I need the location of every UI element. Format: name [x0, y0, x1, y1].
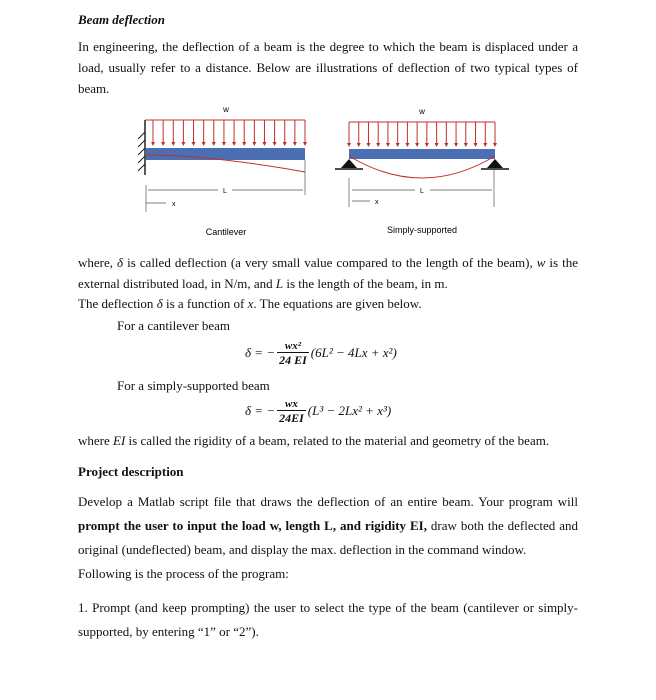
arrowhead — [366, 143, 370, 147]
distributed-load-arrows — [151, 120, 307, 146]
arrowhead — [242, 142, 246, 146]
arrowhead — [357, 143, 361, 147]
pin-support — [341, 159, 357, 168]
arrowhead — [303, 142, 307, 146]
arrowhead — [212, 142, 216, 146]
arrowhead — [386, 143, 390, 147]
caption-simply-supported: Simply-supported — [386, 225, 458, 235]
arrowhead — [232, 142, 236, 146]
cantilever-equation: δ = − $\frac{\text{wx²}}{24 EI}$ (6L² − 4Lx + x²) — [245, 340, 397, 367]
x-label: x — [172, 201, 176, 208]
arrowhead — [192, 142, 196, 146]
arrowhead — [181, 142, 185, 146]
arrowhead — [483, 143, 487, 147]
x-label: x — [375, 199, 379, 206]
arrowhead — [151, 142, 155, 146]
arrowhead — [464, 143, 468, 147]
arrowhead — [161, 142, 165, 146]
arrowhead — [222, 142, 226, 146]
arrowhead — [283, 142, 287, 146]
arrowhead — [293, 142, 297, 146]
arrowhead — [425, 143, 429, 147]
pin-support — [487, 159, 503, 168]
beam-deflection-figure — [130, 100, 510, 245]
arrowhead — [262, 142, 266, 146]
step-1: 1. Prompt (and keep prompting) the user to select the type of the beam (cantilever or simply-supported, by entering “1” or “2”). — [78, 600, 578, 639]
length-label: L — [420, 188, 424, 195]
intro-paragraph: In engineering, the deflection of a beam is the degree to which the beam is displaced under a load, usually refer to a distance. Below are illustrations of deflection of two typical types of beam. — [78, 39, 578, 96]
definition-paragraph: where, δ is called deflection (a very small value compared to the length of the beam), w is the external distributed load, in N/m, and L is the length of the beam, in m. — [78, 255, 578, 291]
arrowhead — [396, 143, 400, 147]
cantilever-label: For a cantilever beam — [117, 318, 230, 333]
simply-supported-equation: δ = − $\frac{wx}{24EI}$ (L³ − 2Lx² + x³) — [245, 398, 392, 425]
process-heading: Following is the process of the program: — [78, 566, 289, 581]
arrowhead — [435, 143, 439, 147]
project-heading: Project description — [78, 464, 184, 479]
simply-supported-label: For a simply-supported beam — [117, 378, 270, 393]
length-label: L — [223, 188, 227, 195]
cantilever-diagram — [138, 105, 307, 237]
arrowhead — [347, 143, 351, 147]
arrowhead — [415, 143, 419, 147]
load-label: w — [223, 105, 229, 114]
arrowhead — [171, 142, 175, 146]
wall-hatch — [138, 132, 145, 171]
arrowhead — [405, 143, 409, 147]
arrowhead — [474, 143, 478, 147]
rigidity-note: where EI is called the rigidity of a beam, related to the material and geometry of the beam. — [78, 433, 550, 448]
section-title: Beam deflection — [78, 12, 166, 27]
deflection-curve — [349, 156, 495, 178]
arrowhead — [493, 143, 497, 147]
arrowhead — [273, 142, 277, 146]
arrowhead — [202, 142, 206, 146]
arrowhead — [376, 143, 380, 147]
distributed-load-arrows — [347, 122, 497, 147]
project-paragraph: Develop a Matlab script file that draws the deflection of an entire beam. Your program will prompt the user to input the load w, length L, and rigidity EI, draw both the deflected and original (undeflected) beam, and display the max. deflection in the command window. — [78, 494, 578, 557]
caption-cantilever: Cantilever — [205, 227, 247, 237]
function-note: The deflection δ is a function of x. The equations are given below. — [78, 296, 422, 311]
arrowhead — [252, 142, 256, 146]
simply-supported-diagram — [335, 107, 509, 235]
arrowhead — [444, 143, 448, 147]
beam — [146, 148, 305, 160]
arrowhead — [454, 143, 458, 147]
beam — [349, 149, 495, 159]
load-label: w — [419, 107, 425, 116]
